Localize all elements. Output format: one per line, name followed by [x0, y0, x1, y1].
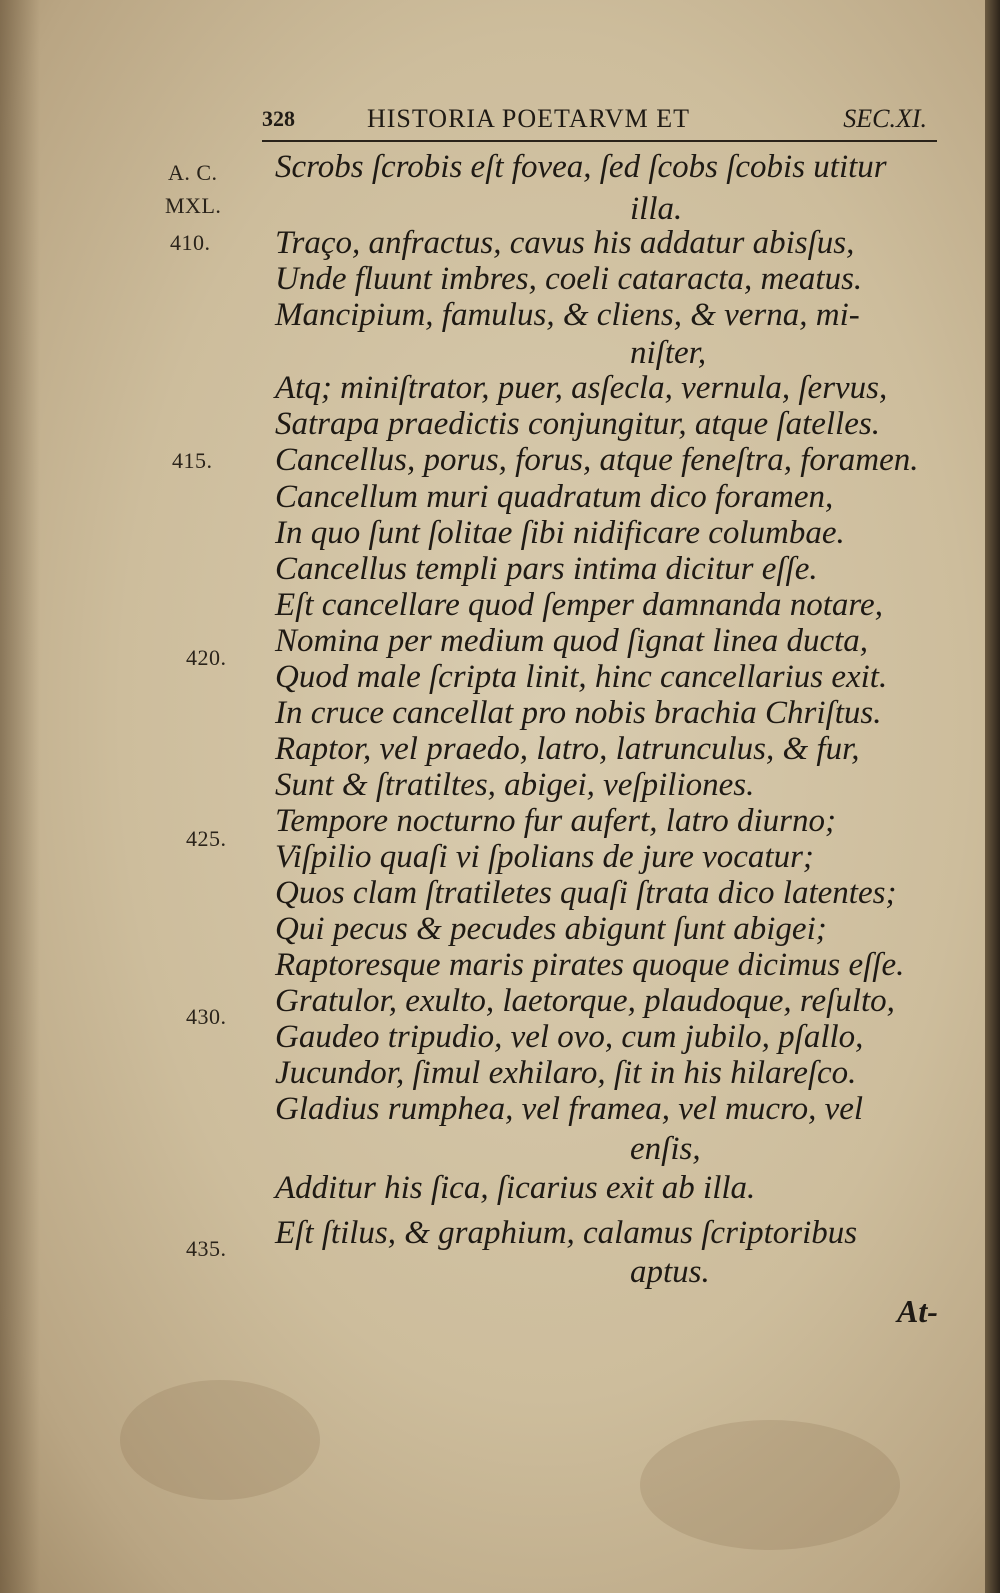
- verse-line: Quod male ſcripta linit, hinc cancellarius exit.: [275, 659, 888, 695]
- running-header: [262, 100, 937, 142]
- verse-line: Satrapa praedictis conjungitur, atque ſatelles.: [275, 406, 880, 442]
- verse-line: Gratulor, exulto, laetorque, plaudoque, reſulto,: [275, 983, 895, 1019]
- verse-line: Cancellus, porus, forus, atque feneſtra, foramen.: [275, 442, 919, 478]
- stain: [640, 1420, 900, 1550]
- verse-line: In cruce cancellat pro nobis brachia Chriſtus.: [275, 695, 882, 731]
- verse-line: Traço, anfractus, cavus his addatur abisſus,: [275, 225, 855, 261]
- verse-line: enſis,: [630, 1131, 701, 1167]
- verse-line: Tempore nocturno fur aufert, latro diurno;: [275, 803, 837, 839]
- verse-line: Nomina per medium quod ſignat linea ducta,: [275, 623, 869, 659]
- verse-line: Sunt & ſtratiltes, abigei, veſpiliones.: [275, 767, 755, 803]
- page-number: 328: [262, 106, 295, 131]
- section-label: SEC.XI.: [843, 104, 927, 133]
- verse-line: Quos clam ſtratiletes quaſi ſtrata dico latentes;: [275, 875, 897, 911]
- verse-line: Gaudeo tripudio, vel ovo, cum jubilo, pſallo,: [275, 1019, 864, 1055]
- running-title: HISTORIA POETARVM ET: [367, 104, 691, 133]
- catchword: At-: [897, 1293, 938, 1329]
- verse-line: illa.: [630, 191, 683, 227]
- verse-line: niſter,: [630, 335, 707, 371]
- line-number: 425.: [186, 826, 227, 851]
- verse-line: Additur his ſica, ſicarius exit ab illa.: [275, 1170, 756, 1206]
- verse-line: Raptor, vel praedo, latro, latrunculus, & fur,: [275, 731, 860, 767]
- line-number: 430.: [186, 1004, 227, 1029]
- page-shadow-left: [0, 0, 40, 1593]
- verse-line: Mancipium, famulus, & cliens, & verna, mi-: [275, 297, 860, 333]
- page-gutter-right: [985, 0, 1000, 1593]
- margin-era: A. C.: [168, 160, 218, 185]
- line-number: 420.: [186, 645, 227, 670]
- verse-line: Gladius rumphea, vel framea, vel mucro, vel: [275, 1091, 864, 1127]
- verse-line: Scrobs ſcrobis eſt fovea, ſed ſcobs ſcobis utitur: [275, 149, 887, 185]
- verse-line: Atq; miniſtrator, puer, asſecla, vernula, ſervus,: [275, 370, 888, 406]
- verse-line: In quo ſunt ſolitae ſibi nidificare columbae.: [275, 515, 845, 551]
- verse-line: Qui pecus & pecudes abigunt ſunt abigei;: [275, 911, 827, 947]
- verse-line: Cancellum muri quadratum dico foramen,: [275, 479, 834, 515]
- verse-line: Eſt ſtilus, & graphium, calamus ſcriptoribus: [275, 1215, 858, 1251]
- verse-line: Raptoresque maris pirates quoque dicimus eſſe.: [275, 947, 905, 983]
- verse-line: Unde fluunt imbres, coeli cataracta, meatus.: [275, 261, 863, 297]
- margin-year: MXL.: [165, 193, 222, 218]
- stain: [120, 1380, 320, 1500]
- verse-line: Viſpilio quaſi vi ſpolians de jure vocatur;: [275, 839, 814, 875]
- verse-line: Jucundor, ſimul exhilaro, ſit in his hilareſco.: [275, 1055, 857, 1091]
- line-number: 435.: [186, 1236, 227, 1261]
- verse-line: aptus.: [630, 1254, 710, 1290]
- verse-line: Eſt cancellare quod ſemper damnanda notare,: [275, 587, 883, 623]
- verse-line: Cancellus templi pars intima dicitur eſſe.: [275, 551, 818, 587]
- line-number: 410.: [170, 230, 211, 255]
- line-number: 415.: [172, 448, 213, 473]
